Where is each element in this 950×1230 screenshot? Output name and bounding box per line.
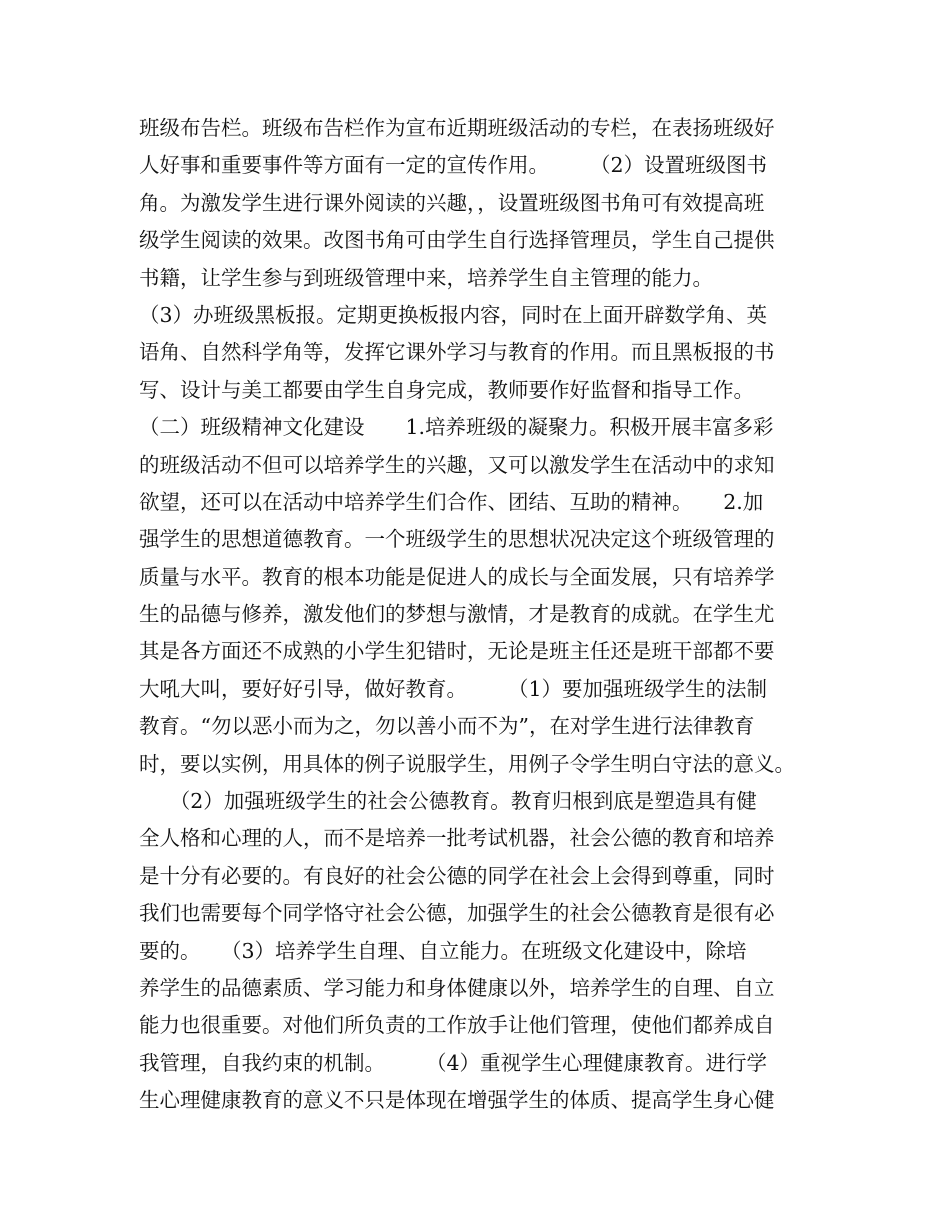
text-line: 大吼大叫，要好好引导，做好教育。 （1）要加强班级学生的法制: [139, 676, 768, 701]
text-line: 要的。 （3）培养学生自理、自立能力。在班级文化建设中，除培: [139, 938, 747, 963]
text-line: 角。为激发学生进行课外阅读的兴趣，，设置班级图书角可有效提高班: [139, 190, 765, 215]
text-line: 全人格和心理的人，而不是培养一批考试机器，社会公德的教育和培养: [139, 826, 775, 851]
text-line: （2）加强班级学生的社会公德教育。教育归根到底是塑造具有健: [139, 789, 757, 814]
text-line: 生的品德与修养，激发他们的梦想与激情，才是教育的成就。在学生尤: [139, 602, 775, 627]
text-line: 我们也需要每个同学恪守社会公德，加强学生的社会公德教育是很有必: [139, 901, 775, 926]
text-line: 教育。“勿以恶小而为之，勿以善小而不为”，在对学生进行法律教育: [139, 714, 755, 739]
text-line: （二）班级精神文化建设 1.培养班级的凝聚力。积极开展丰富多彩: [139, 415, 774, 440]
text-line: 时，要以实例，用具体的例子说服学生，用例子令学生明白守法的意义。: [139, 751, 795, 776]
text-line: 写、设计与美工都要由学生自身完成，教师要作好监督和指导工作。: [139, 377, 754, 402]
text-line: 的班级活动不但可以培养学生的兴趣，又可以激发学生在活动中的求知: [139, 452, 775, 477]
text-line: 能力也很重要。对他们所负责的工作放手让他们管理，使他们都养成自: [139, 1013, 775, 1038]
text-line: 其是各方面还不成熟的小学生犯错时，无论是班主任还是班干部都不要: [139, 639, 775, 664]
text-line: 班级布告栏。班级布告栏作为宣布近期班级活动的专栏，在表扬班级好: [139, 116, 775, 140]
text-line: （3）办班级黑板报。定期更换板报内容，同时在上面开辟数学角、英: [139, 302, 768, 327]
text-line: 生心理健康教育的意义不只是体现在增强学生的体质、提高学生身心健: [139, 1088, 775, 1113]
text-line: 质量与水平。教育的根本功能是促进人的成长与全面发展，只有培养学: [139, 564, 775, 589]
body-text: [139, 110, 819, 1120]
text-line: 语角、自然科学角等，发挥它课外学习与教育的作用。而且黑板报的书: [139, 340, 775, 365]
text-line: 是十分有必要的。有良好的社会公德的同学在社会上会得到尊重，同时: [139, 863, 775, 888]
text-line: 人好事和重要事件等方面有一定的宣传作用。 （2）设置班级图书: [139, 153, 768, 178]
text-line: 强学生的思想道德教育。一个班级学生的思想状况决定这个班级管理的: [139, 527, 775, 552]
text-line: 我管理，自我约束的机制。 （4）重视学生心理健康教育。进行学: [139, 1050, 768, 1075]
text-line: 欲望，还可以在活动中培养学生们合作、团结、互助的精神。 2.加: [139, 489, 764, 514]
text-line: 书籍，让学生参与到班级管理中来，培养学生自主管理的能力。: [139, 265, 713, 290]
text-line: 级学生阅读的效果。改图书角可由学生自行选择管理员，学生自己提供: [139, 228, 775, 253]
text-line: 养学生的品德素质、学习能力和身体健康以外，培养学生的自理、自立: [139, 975, 775, 1000]
